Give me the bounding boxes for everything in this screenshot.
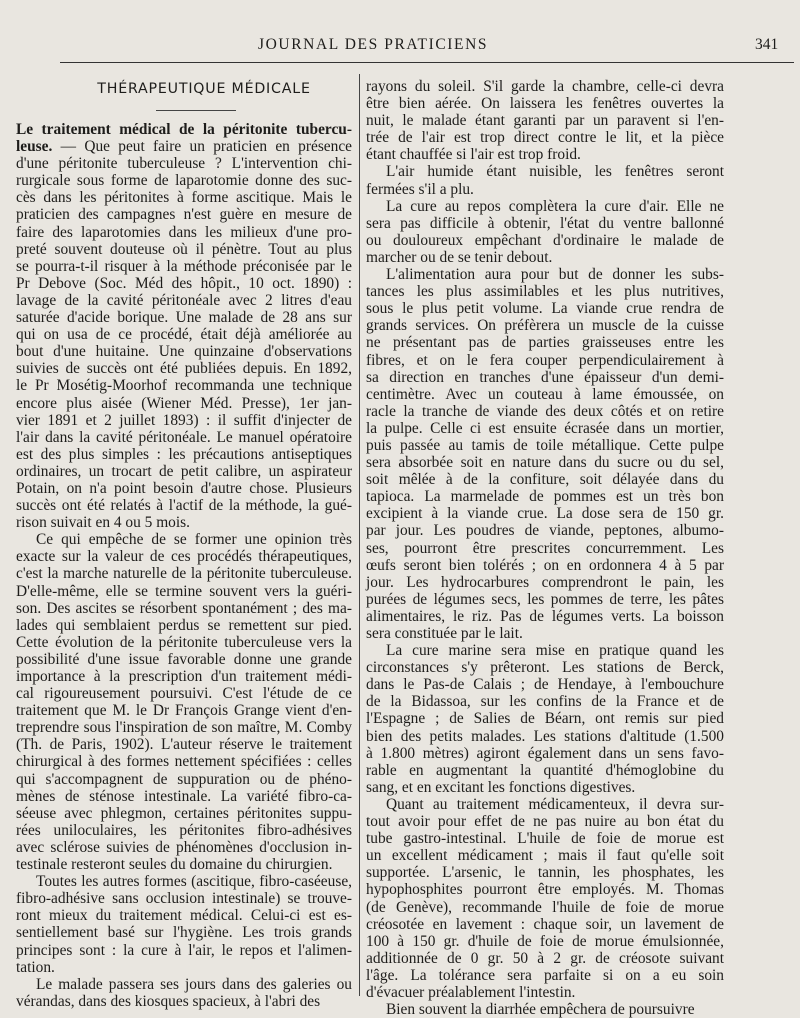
text-line: un excellent médicament ; mais il faut qu'elle soit — [366, 847, 724, 865]
text-line: L'alimentation aura pour but de donner les subs- — [386, 266, 724, 284]
text-line: possibilité d'une issue favorable donne une grande — [16, 650, 352, 668]
text-line: excipient à la viande crue. La dose sera de 150 gr. — [366, 505, 724, 523]
text-line: Cette évolution de la péritonite tuberculeuse vers la — [16, 633, 352, 651]
text-line: l'air dans la cavité péritonéale. Le manuel opératoire — [16, 428, 352, 446]
text-line: se pourra-t-il risquer à la méthode préconisée par le — [16, 257, 352, 275]
text-line: qui on usa de ce procédé, était déjà améliorée au — [16, 326, 352, 344]
text-line: bout d'une huitaine. Une quinzaine d'observations — [16, 343, 352, 361]
text-line: fermées s'il a plu. — [366, 180, 474, 198]
text-line: saturée d'acide borique. Une malade de 28 ans sur — [16, 309, 352, 327]
text-line: la pulpe. Celle ci est ensuite écrasée dans un mortier, — [366, 419, 724, 437]
text-line: alimentaires, le riz. Pas de légumes verts. La boisson — [366, 607, 724, 625]
text-line: Pr Debove (Soc. Méd des hôpit., 10 oct. 1890) : — [16, 274, 352, 292]
right-column — [366, 78, 724, 1018]
text-line: fibro-adhésive sans occlusion intestinale) se trouve- — [16, 890, 352, 908]
text-line: lavage de la cavité péritonéale avec 2 litres d'eau — [16, 291, 352, 309]
text-line: l'âge. La tolérance sera parfaite si on a eu soin — [366, 966, 724, 984]
text-line: La cure au repos complètera la cure d'air. Elle ne — [386, 197, 724, 215]
text-line: tout avoir pour effet de ne pas nuire au bon état du — [366, 813, 724, 831]
text-line: supportée. L'arsenic, le tannin, les phosphates, les — [366, 864, 724, 882]
text-line: créosotée en lavement : chaque soir, un lavement de — [366, 915, 724, 933]
text-line: ne présentant pas de parties graisseuses entre les — [366, 334, 724, 352]
text-line: hypophosphites pourront être employés. M. Thomas — [366, 881, 724, 899]
text-line-rest: — Que peut faire un praticien en présence — [60, 138, 352, 156]
text-line: rable en augmentant la quantité d'hémoglobine du — [366, 761, 724, 779]
text-line: sera constituée par le lait. — [366, 625, 523, 642]
text-line: est des plus simples : les précautions antiseptiques — [16, 445, 352, 463]
text-line: nuit, le malade étant garanti par un paravent si l'en- — [366, 112, 724, 130]
text-line: L'air humide étant nuisible, les fenêtres seront — [386, 163, 724, 181]
text-line: faire des laparotomies dans les milieux d'une pro- — [16, 223, 352, 241]
text-line: rison suivait en 4 ou 5 mois. — [16, 514, 190, 532]
text-line: Le malade passera ses jours dans des galeries ou — [36, 975, 352, 993]
text-line: rurgicale sous forme de laparotomie donne des suc- — [16, 172, 352, 190]
text-line: d'une péritonite tuberculeuse ? L'intervention chi- — [16, 155, 352, 173]
text-line: l'Espagne ; de Salies de Béarn, ont remis sur pied — [366, 710, 724, 728]
text-line: principes sont : la cure à l'air, le repos et l'alimen- — [16, 941, 352, 959]
text-line: traitement que M. le Dr François Grange vient d'en- — [16, 702, 352, 720]
text-line: rayons du soleil. S'il garde la chambre, celle-ci devra — [366, 78, 724, 95]
text-line — [16, 138, 352, 155]
text-line: tation. — [16, 958, 55, 976]
text-line: La cure marine sera mise en pratique quand les — [386, 642, 724, 660]
text-line: purées de légumes secs, les pommes de terre, les pâtes — [366, 590, 724, 608]
text-line: dans le Pas-de Calais ; de Hendaye, à l'embouchure — [366, 676, 724, 694]
text-line: séeuse avec phlegmon, certaines péritonites suppu- — [16, 804, 352, 822]
text-line: puis passée au tamis de toile métallique. Cette pulpe — [366, 436, 724, 454]
text-line: fibres, et on le fera couper perpendiculairement à — [366, 351, 724, 369]
text-line: ou douloureux empêchant d'ordinaire le malade de — [366, 231, 724, 249]
text-line: marcher ou de se tenir debout. — [366, 248, 553, 266]
text-line: son. Des ascites se résorbent spontanément ; des ma- — [16, 599, 352, 617]
text-line: tapioca. La marmelade de pommes est un très bon — [366, 488, 724, 506]
text-line: c'est la marche naturelle de la péritonite tuberculeuse. — [16, 565, 352, 583]
text-line: mènes de sténose intestinale. La variété fibro-ca- — [16, 787, 352, 805]
column-divider — [359, 74, 360, 996]
text-line: D'elle-même, elle se termine souvent vers la guéri- — [16, 582, 352, 600]
text-line: ses, pourront être prescrites concurremment. Les — [366, 539, 724, 557]
text-line: exacte sur la valeur de ces procédés thérapeutiques, — [16, 548, 352, 566]
text-line: le Pr Mosétig-Moorhof recommanda une technique — [16, 377, 352, 395]
text-line: par jour. Les poudres de viande, peptones, albumo- — [366, 522, 724, 540]
left-column — [16, 78, 352, 1010]
text-line: trée de l'air est trop direct contre le lit, et la pièce — [366, 129, 724, 147]
article-title-continued: leuse. — [16, 138, 61, 156]
text-line: à 1.800 mètres) agiront également dans un sens favo- — [366, 744, 724, 762]
text-line: vérandas, dans des kiosques spacieux, à l'abri des — [16, 992, 321, 1010]
article-title-line — [16, 121, 352, 138]
text-line: (de Genève), recommande l'huile de foie de morue — [366, 898, 724, 916]
text-line: œufs seront bien tolérés ; on en ordonnera 4 à 5 par — [366, 556, 724, 574]
text-line: lades qui semblaient perdus se remettent sur pied. — [16, 616, 352, 634]
text-line: cal rigoureusement poursuivi. C'est l'étude de ce — [16, 685, 352, 703]
right-column-text — [366, 78, 724, 1018]
text-line: grands services. On préfèrera un muscle de la cuisse — [366, 317, 724, 335]
heading-rule — [156, 110, 236, 111]
text-line: sentiellement basé sur l'hygiène. Les trois grands — [16, 924, 352, 942]
text-line: additionnée de 0 gr. 50 à 2 gr. de créosote suivant — [366, 949, 724, 967]
text-line: cès dans les péritonites à forme ascitique. Mais le — [16, 189, 352, 207]
text-line: jour. Les hydrocarbures comprendront le pain, les — [366, 573, 724, 591]
text-line: ront mieux du traitement médical. Celui-ci est es- — [16, 907, 352, 925]
text-line: (Th. de Paris, 1902). L'auteur réserve le traitement — [16, 736, 352, 754]
text-line: sa direction en tranches d'une épaisseur d'un demi- — [366, 368, 724, 386]
text-line: Potain, on n'a point besoin d'autre chose. Plusieurs — [16, 479, 352, 497]
text-line: suivies de succès ont été publiées depuis. En 1892, — [16, 360, 352, 378]
text-line: Bien souvent la diarrhée empêchera de poursuivre — [386, 1001, 695, 1018]
text-line: Toutes les autres formes (ascitique, fibro-caséeuse, — [36, 873, 352, 891]
text-line: sang, et en excitant les fonctions digestives. — [366, 778, 636, 796]
text-line: tances les plus assimilables et les plus nutritives, — [366, 283, 724, 301]
running-title: JOURNAL DES PRATICIENS — [258, 36, 489, 53]
text-line: qui s'accompagnent de suppuration ou de phéno- — [16, 770, 352, 788]
text-line: Ce qui empêche de se former une opinion très — [36, 531, 352, 549]
text-line: Quant au traitement médicamenteux, il devra sur- — [386, 795, 724, 813]
text-line: étant chauffée si l'air est trop froid. — [366, 146, 581, 164]
text-line: sera pas difficile à obtenir, l'état du ventre ballonné — [366, 214, 724, 232]
text-line: rées uniloculaires, les péritonites fibro-adhésives — [16, 821, 352, 839]
text-line: être bien aérée. On laissera les fenêtres ouvertes la — [366, 95, 724, 113]
text-line: circonstances s'y prêteront. Les stations de Berck, — [366, 659, 724, 677]
text-line: treprendre sous l'inspiration de son maître, M. Comby — [16, 719, 352, 737]
text-line: bien des petits malades. Les stations d'altitude (1.500 — [366, 727, 724, 745]
text-line: de la Bidassoa, sur les confins de la France et de — [366, 693, 724, 711]
text-line: encore plus aisée (Wiener Méd. Presse), 1er jan- — [16, 394, 352, 412]
left-column-text — [16, 121, 352, 1010]
text-line: d'évacuer préalablement l'intestin. — [366, 983, 576, 1001]
text-line: sous le plus petit volume. La viande crue rendra de — [366, 300, 724, 318]
text-line: vier 1891 et 2 juillet 1893) : il suffit d'injecter de — [16, 411, 352, 429]
text-line: soit mêlée à de la confiture, soit délayée dans du — [366, 471, 724, 489]
text-line: chirurgical à des formes nettement spécifiées : celles — [16, 753, 352, 771]
text-line: 100 à 150 gr. d'huile de foie de morue émulsionnée, — [366, 932, 724, 950]
text-line: avec sclérose suivies de phénomènes d'occlusion in- — [16, 838, 352, 856]
text-line: praticien des campagnes n'est guère en mesure de — [16, 206, 352, 224]
section-heading: THÉRAPEUTIQUE MÉDICALE — [97, 81, 311, 97]
text-line: sera absorbée soit en nature dans du sucre ou du sel, — [366, 454, 724, 472]
text-line: testinale resteront seules du domaine du chirurgien. — [16, 856, 333, 874]
text-line: racle la tranche de viande des deux côtés et on retire — [366, 402, 724, 420]
text-line: succès ont été relatés à l'actif de la méthode, la gué- — [16, 497, 352, 515]
text-line: ordinaires, un trocart de petit calibre, un aspirateur — [16, 462, 352, 480]
page-number: 341 — [755, 36, 779, 53]
text-line: importance à la prescription d'un traitement médi- — [16, 668, 352, 685]
text-line: preté souvent douteuse où il pénètre. Tout au plus — [16, 240, 352, 258]
text-line: tube gastro-intestinal. L'huile de foie de morue est — [366, 830, 724, 848]
text-line: centimètre. Avec un couteau à lame émoussée, on — [366, 385, 724, 403]
article-title: Le traitement médical de la péritonite tubercu- — [16, 121, 352, 138]
header-rule — [60, 62, 794, 63]
